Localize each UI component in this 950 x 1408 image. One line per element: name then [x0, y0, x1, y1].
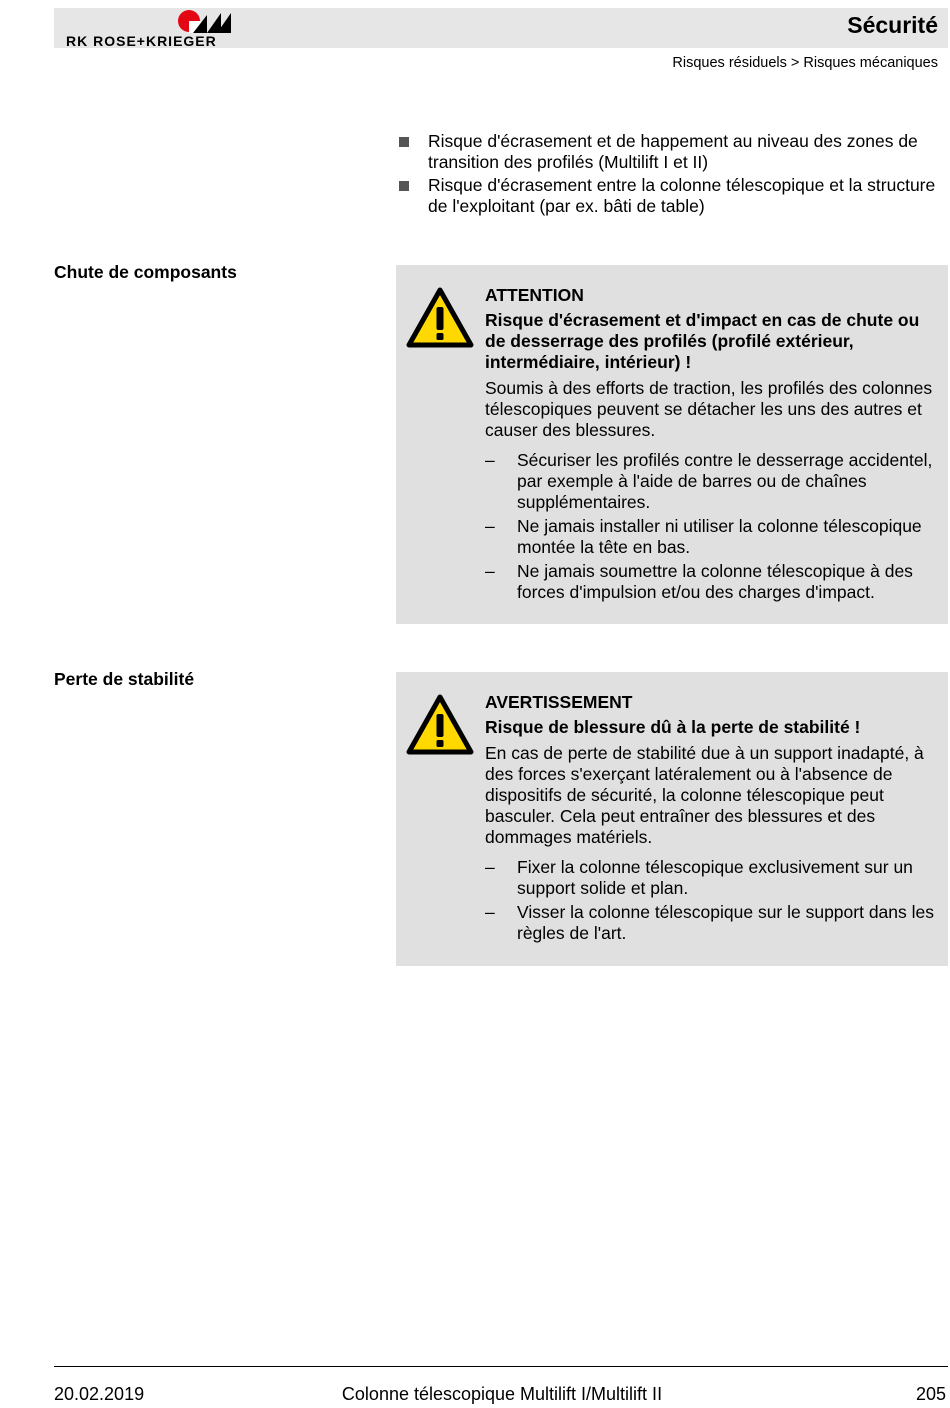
warning-content: [485, 692, 940, 947]
list-item: [485, 516, 940, 558]
list-item: [398, 175, 950, 217]
warning-box-avertissement: [396, 672, 948, 966]
logo-mark-icon: [177, 9, 231, 33]
hazard-text: Risque de blessure dû à la perte de stabilité !: [485, 717, 861, 737]
hazard-text: Risque d'écrasement et d'impact en cas de chute ou de desserrage des profilés (profilé extérieur, intermédiaire, intérieur) !: [485, 310, 920, 372]
dash-marker: –: [485, 561, 495, 581]
dash-marker: –: [485, 857, 495, 877]
measure-text: Fixer la colonne télescopique exclusivement sur un support solide et plan.: [517, 857, 913, 898]
list-item: [485, 857, 940, 899]
section-heading-stabilite: Perte de stabilité: [54, 669, 195, 689]
section-heading-chute: Chute de composants: [54, 262, 237, 282]
intro-bullet-list: [398, 131, 950, 219]
signal-word: AVERTISSEMENT: [485, 692, 633, 712]
list-item: [485, 450, 940, 513]
warning-triangle-icon: [406, 694, 474, 756]
bullet-text: Risque d'écrasement et de happement au niveau des zones de transition des profilés (Multilift I et II): [428, 131, 918, 172]
square-bullet-icon: [399, 137, 409, 147]
logo-text: RK ROSE+KRIEGER: [66, 33, 217, 49]
warning-content: [485, 285, 940, 606]
square-bullet-icon: [399, 181, 409, 191]
list-item: [398, 131, 950, 173]
page-number: 205: [915, 1384, 946, 1404]
measure-text: Ne jamais installer ni utiliser la colonne télescopique montée la tête en bas.: [517, 516, 922, 557]
measure-text: Sécuriser les profilés contre le desserrage accidentel, par exemple à l'aide de barres ou de chaînes supplémentaires.: [517, 450, 933, 512]
measure-text: Visser la colonne télescopique sur le support dans les règles de l'art.: [517, 902, 935, 943]
footer-document-title: Colonne télescopique Multilift I/Multilift II: [341, 1384, 663, 1404]
measure-text: Ne jamais soumettre la colonne télescopique à des forces d'impulsion et/ou des charges d'impact.: [517, 561, 913, 602]
warning-box-attention: [396, 265, 948, 624]
company-logo: [62, 9, 232, 49]
breadcrumb: Risques résiduels > Risques mécaniques: [672, 55, 938, 71]
footer-date: 20.02.2019: [54, 1384, 145, 1404]
page-section-title: Sécurité: [847, 12, 938, 38]
warning-triangle-icon: [406, 287, 474, 349]
hazard-description: Soumis à des efforts de traction, les profilés des colonnes télescopiques peuvent se détacher les uns des autres et causer des blessures.: [485, 378, 933, 440]
dash-marker: –: [485, 516, 495, 536]
signal-word: ATTENTION: [485, 285, 584, 305]
hazard-description: En cas de perte de stabilité due à un support inadapté, à des forces s'exerçant latéralement ou à l'absence de dispositifs de sécurité, la colonne télescopique peut basculer. Cela peut entraîner des blessures et des dommages matériels.: [485, 743, 924, 847]
dash-marker: –: [485, 902, 495, 922]
bullet-text: Risque d'écrasement entre la colonne télescopique et la structure de l'exploitant (par ex. bâti de table): [428, 175, 936, 216]
list-item: [485, 902, 940, 944]
dash-marker: –: [485, 450, 495, 470]
footer-divider: [54, 1366, 948, 1367]
list-item: [485, 561, 940, 603]
